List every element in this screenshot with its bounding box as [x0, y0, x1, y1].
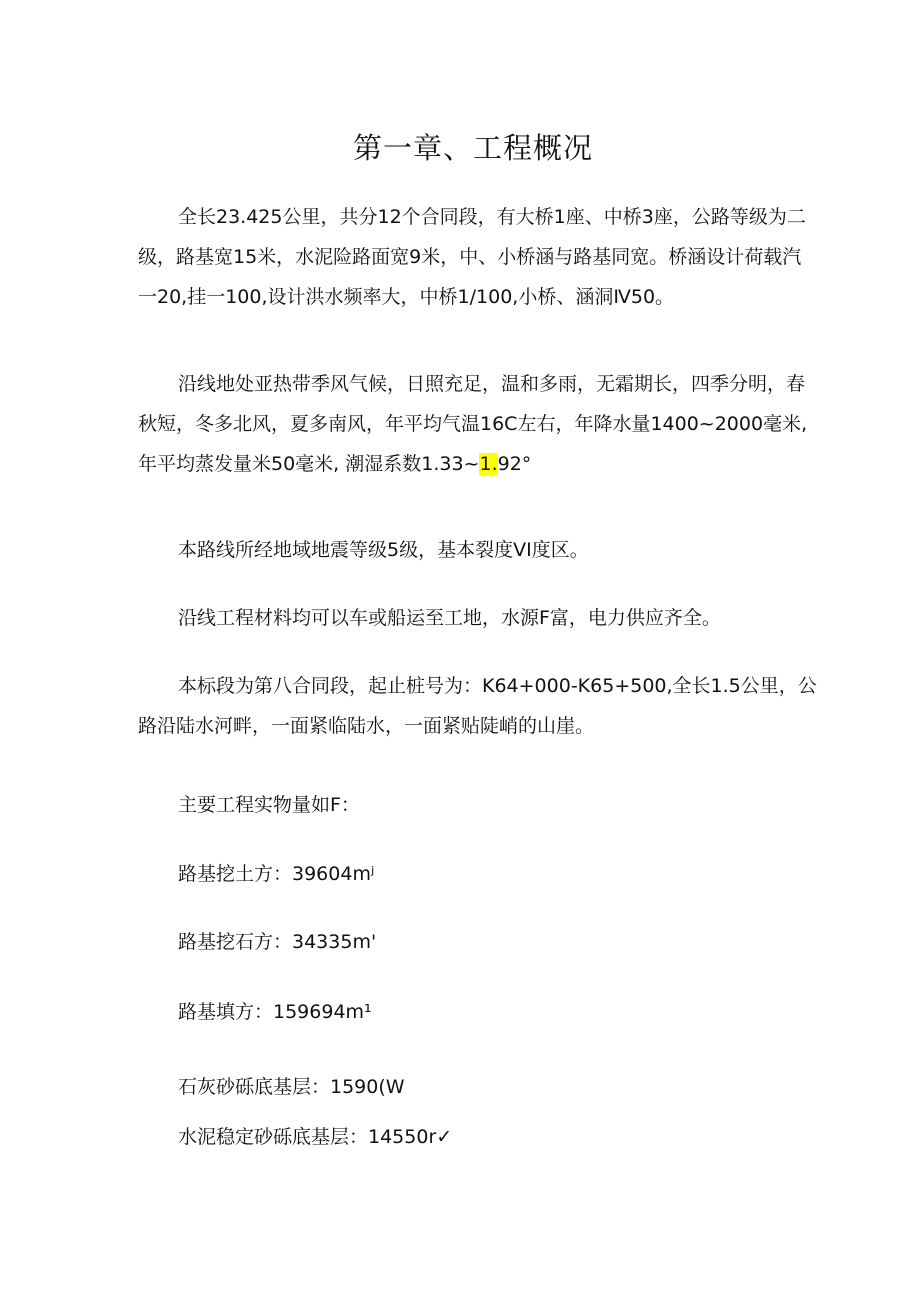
quantity-item: 路基挖土方：39604mʲ	[178, 863, 375, 885]
paragraph-seismic: 本路线所经地域地震等级5级，基本裂度VI度区。	[178, 539, 589, 561]
paragraph-section: 本标段为第八合同段，起止桩号为：K64+000-K65+500,全长1.5公里，公路沿陆水河畔，一面紧临陆水，一面紧贴陡峭的山崖。	[138, 675, 817, 737]
quantity-item: 石灰砂砾底基层：1590(W	[178, 1076, 405, 1098]
paragraph-overview: 全长23.425公里，共分12个合同段，有大桥1座、中桥3座，公路等级为二级，路基宽15米，水泥险路面宽9米，中、小桥涵与路基同宽。桥涵设计荷载汽一20,挂一100,设计洪水频率大，中桥1/100,小桥、涵洞Ⅳ50。	[138, 206, 806, 308]
highlighted-text: 1.	[479, 453, 498, 475]
chapter-title: 第一章、工程概况	[352, 131, 593, 165]
quantity-item: 水泥稳定砂砾底基层：14550r✓	[178, 1126, 453, 1148]
paragraph-materials: 沿线工程材料均可以车或船运至工地，水源F富，电力供应齐全。	[178, 607, 721, 629]
paragraph-climate	[138, 364, 818, 484]
climate-text-end: 92°	[497, 453, 532, 475]
quantity-item: 路基填方：159694m¹	[178, 1001, 372, 1023]
quantities-intro: 主要工程实物量如F：	[178, 794, 360, 816]
quantity-item: 路基挖石方：34335m'	[178, 931, 377, 953]
climate-text: 沿线地处亚热带季风气候，日照充足，温和多雨，无霜期长，四季分明，春秋短，冬多北风，夏多南风，年平均气温16C左右，年降水量1400~2000毫米, 年平均蒸发量米50毫米, 潮湿系数1.33~	[138, 373, 808, 475]
